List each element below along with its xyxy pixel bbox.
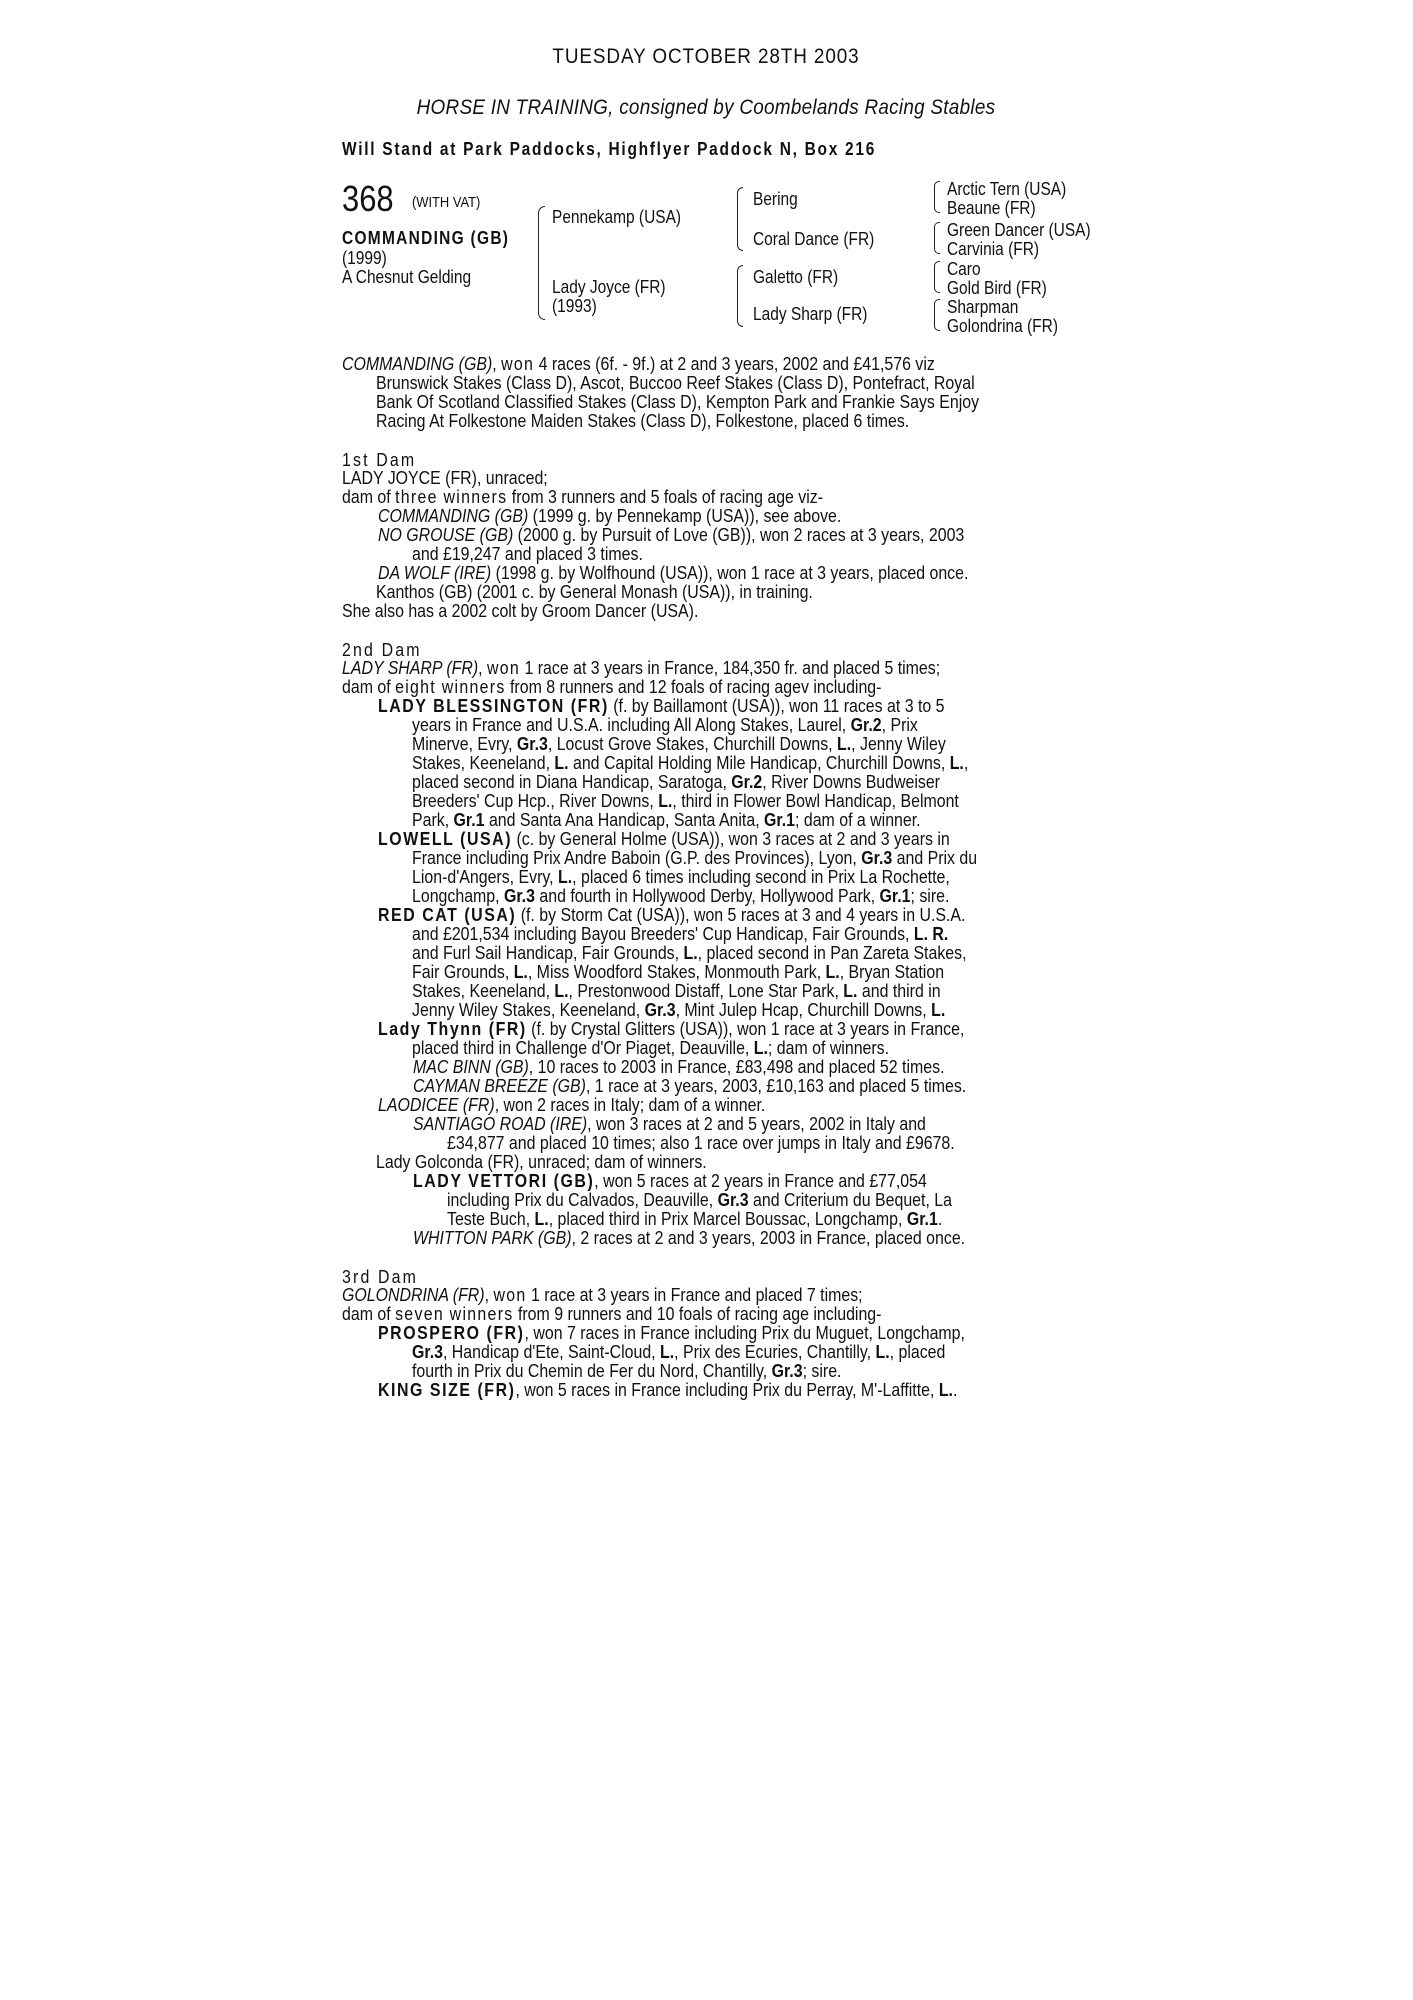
dam3-heading: 3rd Dam	[342, 1266, 419, 1287]
dam2-text-line: and £201,534 including Bayou Breeders' Cup Handicap, Fair Grounds, L. R.	[412, 923, 949, 944]
pedigree-g3-5: Caro	[947, 259, 981, 279]
pedigree-dam-dam: Lady Sharp (FR)	[753, 304, 868, 324]
pedigree-g3-3: Green Dancer (USA)	[947, 220, 1091, 240]
pedigree-sire: Pennekamp (USA)	[552, 207, 682, 227]
record-line-3: Bank Of Scotland Classified Stakes (Class D), Kempton Park and Frankie Says Enjoy	[376, 391, 980, 412]
dam3-text-line: KING SIZE (FR), won 5 races in France including Prix du Perray, M'-Laffitte, L..	[378, 1379, 958, 1400]
dam3-text-line: Gr.3, Handicap d'Ete, Saint-Cloud, L., Prix des Ecuries, Chantilly, L., placed	[412, 1341, 946, 1362]
dam3-line-1: GOLONDRINA (FR), won 1 race at 3 years in France and placed 7 times;	[342, 1284, 863, 1305]
record-line-2: Brunswick Stakes (Class D), Ascot, Buccoo Reef Stakes (Class D), Pontefract, Royal	[376, 372, 975, 393]
dam2-text-line: France including Prix Andre Baboin (G.P. des Provinces), Lyon, Gr.3 and Prix du	[412, 847, 978, 868]
dam2-text-line: Breeders' Cup Hcp., River Downs, L., third in Flower Bowl Handicap, Belmont	[412, 790, 959, 811]
dam3-text-line: PROSPERO (FR), won 7 races in France including Prix du Muguet, Longchamp,	[378, 1322, 965, 1343]
record-line-1: COMMANDING (GB), won 4 races (6f. - 9f.) at 2 and 3 years, 2002 and £41,576 viz	[342, 353, 935, 374]
dam2-text-line: Teste Buch, L., placed third in Prix Marcel Boussac, Longchamp, Gr.1.	[447, 1208, 943, 1229]
dam2-text-line: LAODICEE (FR), won 2 races in Italy; dam of a winner.	[378, 1094, 766, 1115]
dam2-text-line: including Prix du Calvados, Deauville, Gr.3 and Criterium du Bequet, La	[447, 1189, 952, 1210]
record-text-1: 4 races (6f. - 9f.) at 2 and 3 years, 2002 and £41,576 viz	[534, 353, 935, 374]
pedigree-g3-6: Gold Bird (FR)	[947, 278, 1047, 298]
pedigree-g3-4: Carvinia (FR)	[947, 239, 1040, 259]
offspring-3-name: DA WOLF (IRE)	[378, 562, 492, 583]
dam2-text-line: LADY VETTORI (GB), won 5 races at 2 years in France and £77,054	[413, 1170, 927, 1191]
offspring-2-name: NO GROUSE (GB)	[378, 524, 514, 545]
dam2-text-line: Lion-d'Angers, Evry, L., placed 6 times including second in Prix La Rochette,	[412, 866, 950, 887]
dam1-also: She also has a 2002 colt by Groom Dancer (USA).	[342, 600, 699, 621]
pedigree-dam: Lady Joyce (FR)	[552, 277, 666, 297]
dam3-dam-of-pre: dam of	[342, 1303, 396, 1324]
pedigree-sire-dam: Coral Dance (FR)	[753, 229, 875, 249]
dam2-text-line: placed second in Diana Handicap, Saratoga, Gr.2, River Downs Budweiser	[412, 771, 940, 792]
pedigree-g3-8: Golondrina (FR)	[947, 316, 1058, 336]
horse-description: A Chesnut Gelding	[342, 267, 472, 287]
record-horse-name: COMMANDING (GB)	[342, 353, 493, 374]
dam2-line-1-text: 1 race at 3 years in France, 184,350 fr. and placed 5 times;	[520, 657, 941, 678]
dam2-dam-of-post: from 8 runners and 12 foals of racing agev including-	[505, 676, 882, 697]
dam3-won: won	[493, 1284, 527, 1305]
dam1-winners-count: three winners	[395, 486, 508, 507]
dam2-text-line: years in France and U.S.A. including All Along Stakes, Laurel, Gr.2, Prix	[412, 714, 918, 735]
pedigree-brace-3a	[934, 181, 940, 213]
dam2-dam-of-line	[342, 677, 881, 696]
pedigree-g3-1: Arctic Tern (USA)	[947, 179, 1067, 199]
sale-date: TUESDAY OCTOBER 28TH 2003	[552, 45, 860, 68]
offspring-1-name: COMMANDING (GB)	[378, 505, 529, 526]
pedigree-brace-2b	[737, 265, 743, 327]
offspring-1-text: (1999 g. by Pennekamp (USA)), see above.	[528, 505, 842, 526]
dam2-text-line: RED CAT (USA) (f. by Storm Cat (USA)), won 5 races at 3 and 4 years in U.S.A.	[378, 904, 966, 925]
dam1-line-1: LADY JOYCE (FR), unraced;	[342, 467, 548, 488]
dam2-text-line: Lady Thynn (FR) (f. by Crystal Glitters (USA)), won 1 race at 3 years in France,	[378, 1018, 965, 1039]
dam2-text-line: LADY BLESSINGTON (FR) (f. by Baillamont (USA)), won 11 races at 3 to 5	[378, 695, 945, 716]
dam3-name: GOLONDRINA (FR)	[342, 1284, 485, 1305]
record-line-4: Racing At Folkestone Maiden Stakes (Class D), Folkestone, placed 6 times.	[376, 410, 910, 431]
pedigree-brace-3d	[934, 299, 940, 331]
dam2-text-line: Fair Grounds, L., Miss Woodford Stakes, Monmouth Park, L., Bryan Station	[412, 961, 945, 982]
dam1-heading: 1st Dam	[342, 449, 417, 470]
dam1-offspring-1	[378, 506, 841, 525]
dam2-text-line: Minerve, Evry, Gr.3, Locust Grove Stakes, Churchill Downs, L., Jenny Wiley	[412, 733, 946, 754]
horse-year: (1999)	[342, 248, 387, 268]
dam2-dam-of-pre: dam of	[342, 676, 396, 697]
dam1-dam-of-line	[342, 487, 823, 506]
dam2-text-line: and Furl Sail Handicap, Fair Grounds, L., placed second in Pan Zareta Stakes,	[412, 942, 967, 963]
dam3-line-1-text: 1 race at 3 years in France and placed 7 times;	[526, 1284, 863, 1305]
dam2-winners-count: eight winners	[395, 676, 506, 697]
dam3-winners-count: seven winners	[395, 1303, 514, 1324]
offspring-3-text: (1998 g. by Wolfhound (USA)), won 1 race at 3 years, placed once.	[491, 562, 969, 583]
dam2-text-line: WHITTON PARK (GB), 2 races at 2 and 3 years, 2003 in France, placed once.	[413, 1227, 966, 1248]
dam2-text-line: placed third in Challenge d'Or Piaget, Deauville, L.; dam of winners.	[412, 1037, 890, 1058]
offspring-2-text: (2000 g. by Pursuit of Love (GB)), won 2 races at 3 years, 2003	[513, 524, 965, 545]
dam2-won: won	[486, 657, 521, 678]
record-won: won	[501, 353, 535, 374]
pedigree-brace-2a	[737, 187, 743, 251]
pedigree-g3-2: Beaune (FR)	[947, 198, 1036, 218]
pedigree-dam-sire: Galetto (FR)	[753, 267, 839, 287]
pedigree-brace-3b	[934, 222, 940, 254]
dam3-dam-of-line	[342, 1304, 881, 1323]
dam1-offspring-3	[378, 563, 968, 582]
dam2-text-line: Lady Golconda (FR), unraced; dam of winners.	[376, 1151, 707, 1172]
dam2-text-line: Longchamp, Gr.3 and fourth in Hollywood Derby, Hollywood Park, Gr.1; sire.	[412, 885, 950, 906]
dam2-text-line: £34,877 and placed 10 times; also 1 race over jumps in Italy and £9678.	[447, 1132, 955, 1153]
dam2-name: LADY SHARP (FR)	[342, 657, 479, 678]
dam1-dam-of-pre: dam of	[342, 486, 396, 507]
dam1-offspring-2-cont: and £19,247 and placed 3 times.	[412, 543, 643, 564]
lot-number: 368	[342, 178, 394, 219]
dam1-offspring-4: Kanthos (GB) (2001 c. by General Monash (USA)), in training.	[376, 581, 813, 602]
dam3-dam-of-post: from 9 runners and 10 foals of racing age including-	[513, 1303, 882, 1324]
dam2-heading: 2nd Dam	[342, 639, 422, 660]
dam2-text-line: Jenny Wiley Stakes, Keeneland, Gr.3, Mint Julep Hcap, Churchill Downs, L.	[412, 999, 946, 1020]
dam2-line-1: LADY SHARP (FR), won 1 race at 3 years in France, 184,350 fr. and placed 5 times;	[342, 657, 941, 678]
horse-name: COMMANDING (GB)	[342, 228, 510, 248]
pedigree-g3-7: Sharpman	[947, 297, 1019, 317]
dam1-offspring-2	[378, 525, 964, 544]
dam2-text-line: CAYMAN BREEZE (GB), 1 race at 3 years, 2003, £10,163 and placed 5 times.	[413, 1075, 967, 1096]
dam2-text-line: Stakes, Keeneland, L. and Capital Holding Mile Handicap, Churchill Downs, L.,	[412, 752, 969, 773]
pedigree-brace-1	[538, 206, 545, 320]
pedigree-dam-year: (1993)	[552, 296, 597, 316]
vat-note: (WITH VAT)	[412, 194, 481, 211]
dam3-text-line: fourth in Prix du Chemin de Fer du Nord, Chantilly, Gr.3; sire.	[412, 1360, 842, 1381]
dam2-text-line: SANTIAGO ROAD (IRE), won 3 races at 2 and 5 years, 2002 in Italy and	[413, 1113, 926, 1134]
pedigree-brace-3c	[934, 261, 940, 293]
dam2-text-line: Park, Gr.1 and Santa Ana Handicap, Santa Anita, Gr.1; dam of a winner.	[412, 809, 921, 830]
dam2-text-line: LOWELL (USA) (c. by General Holme (USA)), won 3 races at 2 and 3 years in	[378, 828, 950, 849]
stand-location: Will Stand at Park Paddocks, Highflyer Paddock N, Box 216	[342, 139, 877, 159]
consignment-line: HORSE IN TRAINING, consigned by Coombelands Racing Stables	[416, 96, 996, 119]
dam1-dam-of-post: from 3 runners and 5 foals of racing age viz-	[507, 486, 824, 507]
pedigree-sire-sire: Bering	[753, 189, 798, 209]
dam2-text-line: MAC BINN (GB), 10 races to 2003 in France, £83,498 and placed 52 times.	[413, 1056, 945, 1077]
dam2-text-line: Stakes, Keeneland, L., Prestonwood Distaff, Lone Star Park, L. and third in	[412, 980, 941, 1001]
